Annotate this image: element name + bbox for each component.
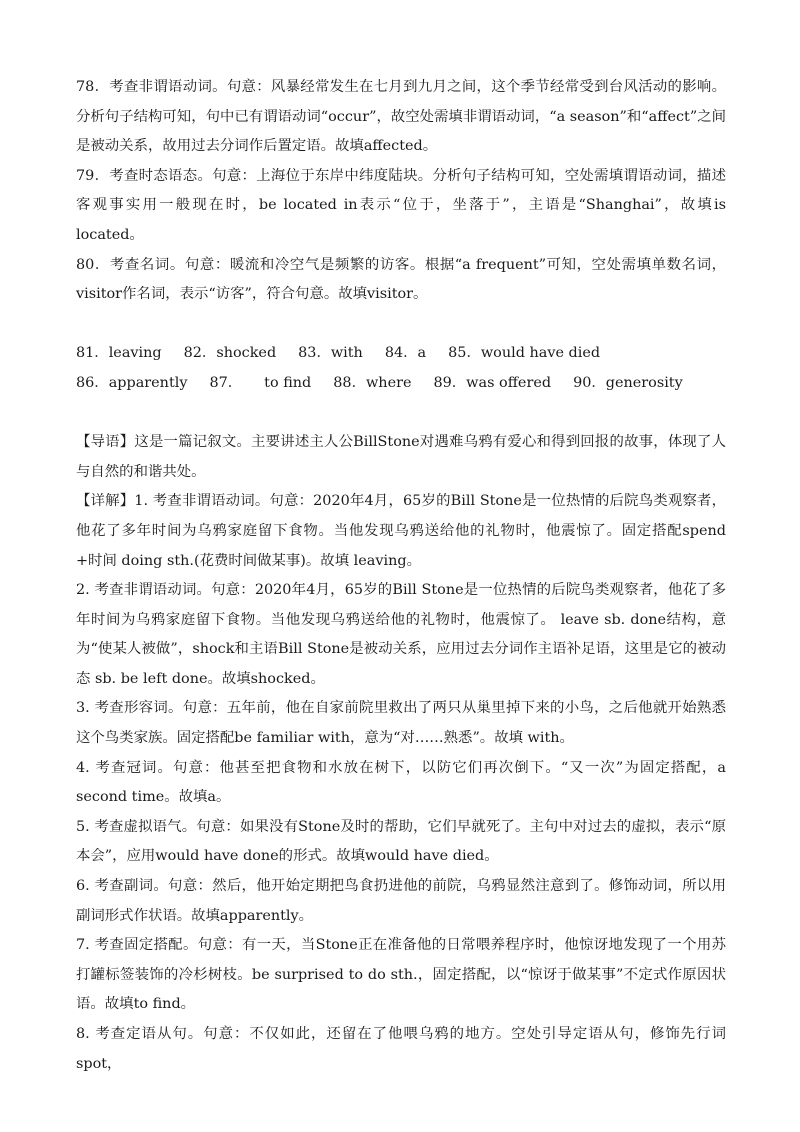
explanation-80: 80．考查名词。句意：暖流和冷空气是频繁的访客。根据“a frequent”可知，空处需填单数名词，visitor作名词，表示“访客”，符合句意。故填visitor。 (76, 256, 726, 303)
answer-89: 89．was offered (433, 374, 552, 391)
answer-83: 83．with (298, 345, 363, 362)
answer-82: 82．shocked (183, 345, 277, 362)
answer-81: 81．leaving (76, 345, 162, 362)
intro-paragraph: 【导语】这是一篇记叙文。主要讲述主人公BillStone对遇难乌鸦有爱心和得到回报的故事，体现了人与自然的和谐共处。 (76, 434, 726, 480)
spacer (76, 399, 726, 429)
detail-7: 7. 考查固定搭配。句意：有一天，当Stone正在准备他的日常喂养程序时，他惊讶地发现了一个用苏打罐标签装饰的冷杉树枝。be surprised to do sth.，固定搭配，以“惊讶于做某事”不定式作原因状语。故填to find。 (76, 937, 726, 1013)
answer-86: 86．apparently (76, 374, 188, 391)
detail-1: 【详解】1. 考查非谓语动词。句意：2020年4月，65岁的Bill Stone是一位热情的后院鸟类观察者，他花了多年时间为乌鸦家庭留下食物。当他发现乌鸦送给他的礼物时，他震惊了。固定搭配spend +时间 doing sth.(花费时间做某事)。故填 leaving。 (76, 493, 726, 569)
detail-8: 8. 考查定语从句。句意：不仅如此，还留在了他喂乌鸦的地方。空处引导定语从句，修饰先行词spot， (76, 1026, 726, 1072)
detail-6: 6. 考查副词。句意：然后，他开始定期把鸟食扔进他的前院，乌鸦显然注意到了。修饰动词，所以用副词形式作状语。故填apparently。 (76, 878, 726, 924)
explanation-78: 78．考查非谓语动词。句意：风暴经常发生在七月到九月之间，这个季节经常受到台风活动的影响。分析句子结构可知，句中已有谓语动词“occur”，故空处需填非谓语动词，“a season”和“affect”之间是被动关系，故用过去分词作后置定语。故填affected。 (76, 79, 726, 155)
document-page (76, 73, 726, 1079)
answer-88: 88．where (333, 374, 412, 391)
spacer (76, 310, 726, 340)
answer-90: 90．generosity (573, 374, 683, 391)
answer-key (76, 339, 726, 398)
detail-2: 2. 考查非谓语动词。句意：2020年4月，65岁的Bill Stone是一位热情的后院鸟类观察者，他花了多年时间为乌鸦家庭留下食物。当他发现乌鸦送给他的礼物时，他震惊了。 leave sb. done结构，意为“使某人被做”，shock和主语Bill Stone是被动关系，应用过去分词作主语补足语，这里是它的被动态 sb. be left done。故填shocked。 (76, 582, 726, 687)
detail-3: 3. 考查形容词。句意：五年前，他在自家前院里救出了两只从巢里掉下来的小鸟，之后他就开始熟悉这个鸟类家族。固定搭配be familiar with，意为“对……熟悉”。故填 with。 (76, 700, 726, 747)
answer-87-number: 87． (209, 374, 243, 391)
explanation-79: 79．考查时态语态。句意：上海位于东岸中纬度陆块。分析句子结构可知，空处需填谓语动词，描述客观事实用一般现在时，be located in表示“位于，坐落于”，主语是“Shanghai”，故填is located。 (76, 167, 726, 243)
answer-84: 84．a (384, 345, 427, 362)
detail-4: 4. 考查冠词。句意：他甚至把食物和水放在树下，以防它们再次倒下。“又一次”为固定搭配，a second time。故填a。 (76, 759, 726, 806)
detail-5: 5. 考查虚拟语气。句意：如果没有Stone及时的帮助，它们早就死了。主句中对过去的虚拟，表示“原本会”，应用would have done的形式。故填would have died。 (76, 818, 726, 865)
answer-87-text: to find (264, 374, 312, 391)
answer-85: 85．would have died (448, 345, 601, 362)
